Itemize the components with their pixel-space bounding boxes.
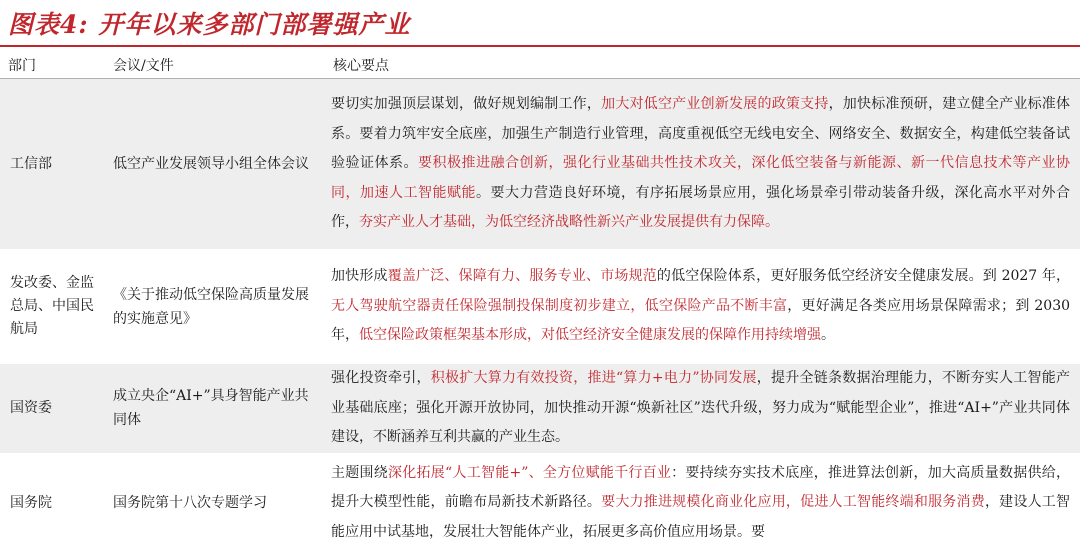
body-text: 强化投资牵引，: [331, 370, 431, 386]
table-row: [0, 79, 1080, 250]
core-cell: [325, 453, 1080, 553]
body-text: ，提升全链条数据治理能力，不断夯实人工智能产业基础底座；强化开源开放协同，加快推动开源“焕新社区”迭代升级，努力成为“赋能型企业”，推进“AI+”产业共同体建设，不断涵养互利共赢的产业生态。: [331, 370, 1071, 445]
header-row: [0, 51, 1080, 79]
dept-cell: 国资委: [0, 364, 105, 454]
header-meeting: 会议/文件: [105, 51, 325, 79]
dept-cell: 发改委、金监总局、中国民航局: [0, 250, 105, 364]
meeting-cell: 成立央企“AI+”具身智能产业共同体: [105, 364, 325, 454]
highlighted-text: 要积极推进融合创新，强化行业基础共性技术攻关，深化低空装备与新能源、新一代信息技术等产业协同，加速人工智能赋能: [331, 155, 1070, 201]
highlighted-text: 要大力推进规模化商业化应用，促进人工智能终端和服务消费: [601, 494, 985, 511]
core-cell: [325, 364, 1080, 454]
table-row: [0, 364, 1080, 454]
highlighted-text: 加大对低空产业创新发展的政策支持: [601, 96, 829, 113]
body-text: 的低空保险体系，更好服务低空经济安全健康发展。到 2027 年，: [656, 268, 1071, 285]
body-text: ，建设人工智能应用中试基地，发展壮大智能体产业，拓展更多高价值应用场景。要: [331, 494, 1071, 540]
meeting-cell: 低空产业发展领导小组全体会议: [105, 79, 325, 250]
body-text: ，更好满足各类应用场景保障需求；到 2030 年，: [331, 297, 1071, 344]
meeting-cell: 国务院第十八次专题学习: [105, 453, 325, 553]
meeting-cell: 《关于推动低空保险高质量发展的实施意见》: [105, 250, 325, 364]
dept-cell: 国务院: [0, 453, 105, 553]
header-core: 核心要点: [325, 51, 1080, 79]
body-text: 。: [821, 327, 835, 344]
body-text: 要切实加强顶层谋划，做好规划编制工作，: [331, 96, 602, 113]
header-dept: 部门: [0, 51, 105, 79]
body-text: 。要大力营造良好环境，有序拓展场景应用，强化场景牵引带动装备升级，深化高水平对外合作，: [331, 184, 1070, 231]
highlighted-text: 覆盖广泛、保障有力、服务专业、市场规范: [387, 268, 657, 285]
highlighted-text: 积极扩大算力有效投资，推进“算力+电力”协同发展: [430, 370, 757, 386]
table-row: [0, 453, 1080, 553]
body-text: ：要持续夯实技术底座，推进算法创新，加大高质量数据供给，提升大模型性能，前瞻布局新技术新路径。: [331, 464, 1071, 511]
highlighted-text: 无人驾驶航空器责任保险强制投保制度初步建立，低空保险产品不断丰富: [331, 297, 788, 314]
policy-table: [0, 51, 1080, 554]
highlighted-text: 夯实产业人才基础，为低空经济战略性新兴产业发展提供有力保障。: [359, 214, 779, 231]
body-text: 主题围绕: [331, 464, 389, 481]
body-text: ，加快标准预研，建立健全产业标准体系。要着力筑牢安全底座，加强生产制造行业管理，高度重视低空无线电安全、网络安全、数据安全，构建低空装备试验验证体系。: [331, 96, 1071, 172]
core-cell: [325, 250, 1080, 364]
dept-cell: 工信部: [0, 79, 105, 250]
title-rule: [0, 45, 1080, 47]
table-row: [0, 250, 1080, 364]
highlighted-text: 深化拓展“人工智能+”、全方位赋能千行百业: [388, 464, 672, 481]
body-text: 加快形成: [331, 268, 388, 285]
core-cell: [325, 79, 1080, 250]
figure-title: 图表4: 开年以来多部门部署强产业: [8, 10, 411, 39]
highlighted-text: 低空保险政策框架基本形成，对低空经济安全健康发展的保障作用持续增强: [359, 327, 821, 344]
